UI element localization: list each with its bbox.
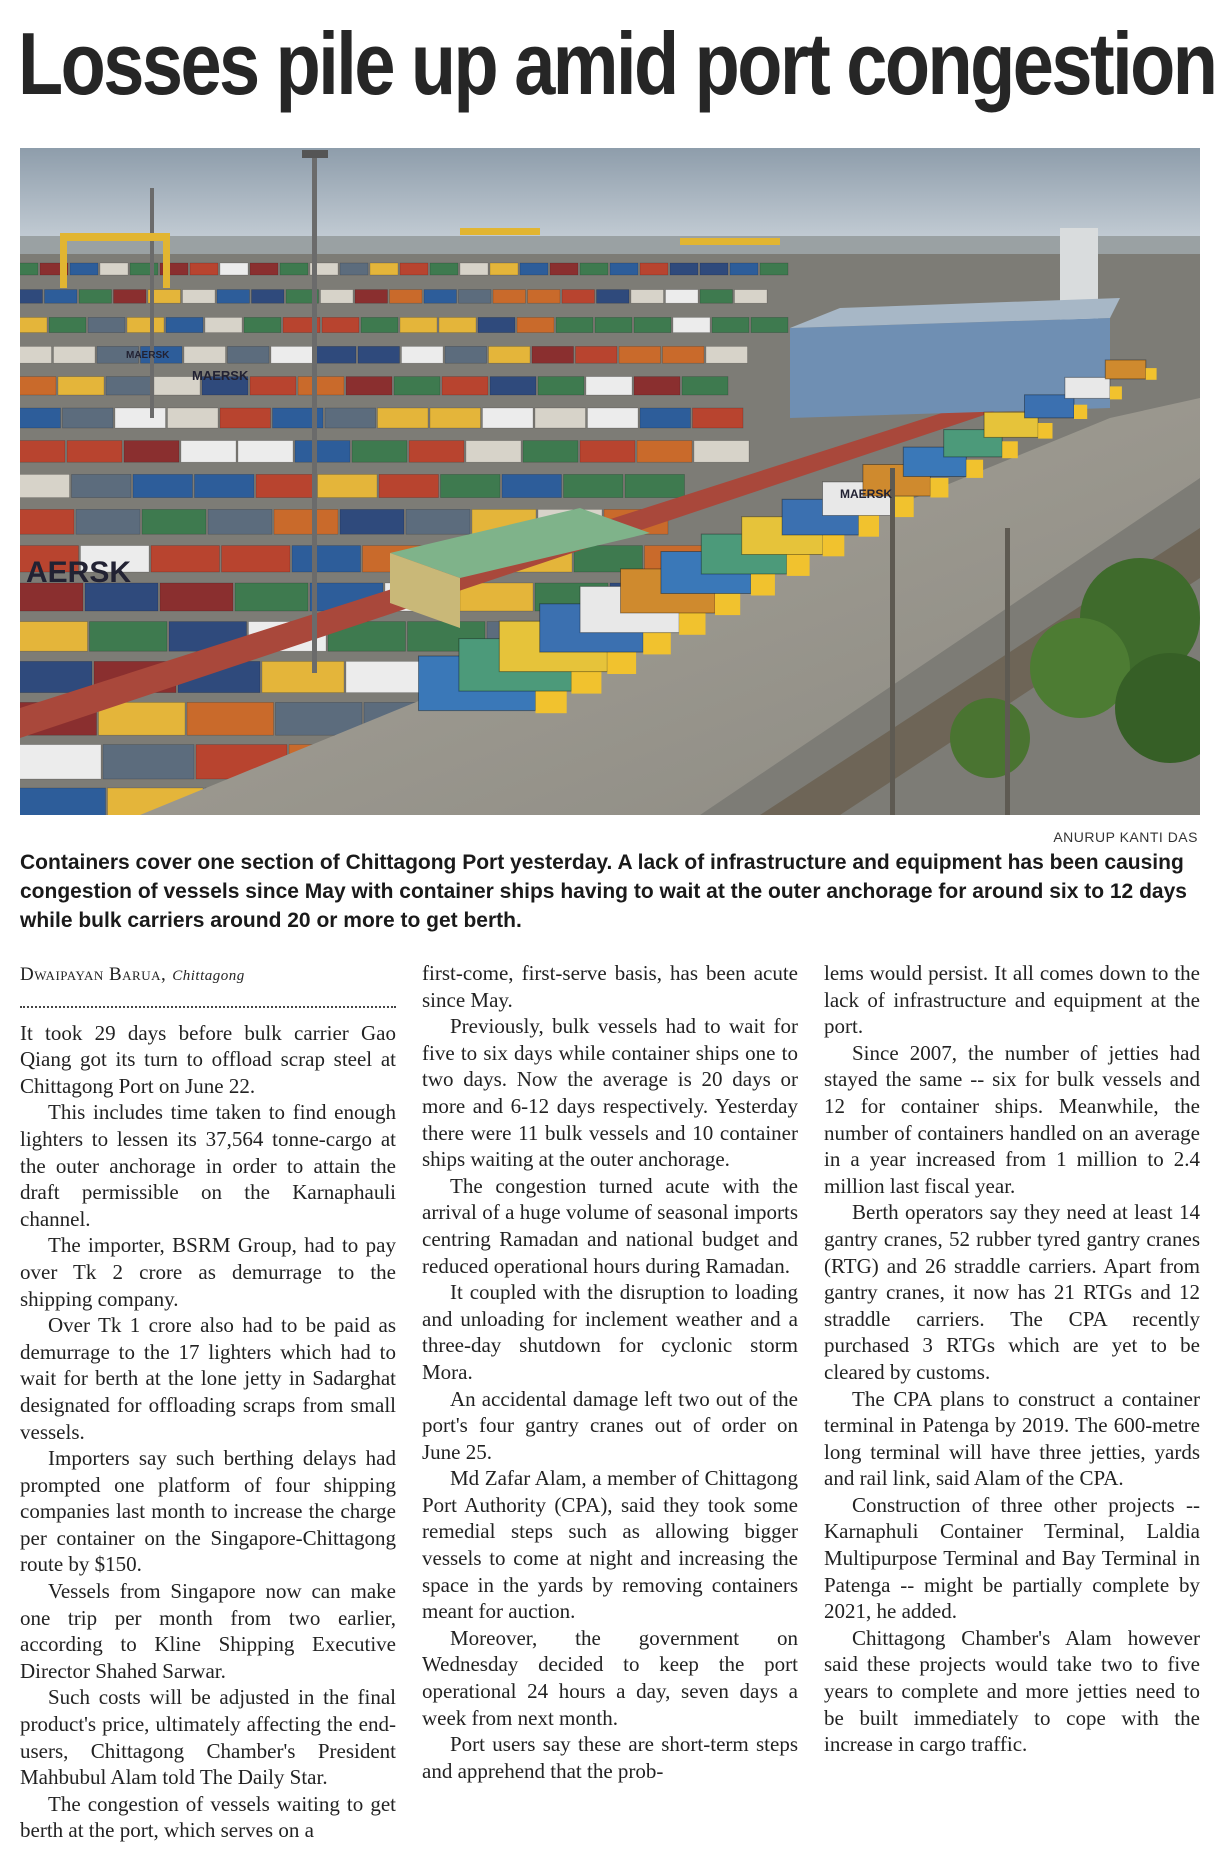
container-block: [58, 377, 104, 395]
container-block: [538, 377, 584, 395]
container-block: [442, 377, 488, 395]
container-block: [54, 346, 96, 363]
article-paragraph: The CPA plans to construct a container terminal in Patenga by 2019. The 600-metre long terminal will have three jetties, yards and rail link, said Alam of the CPA.: [824, 1386, 1200, 1491]
container-block: [280, 263, 308, 275]
container-block: [712, 317, 749, 332]
container-block: [670, 263, 698, 275]
container-block: [63, 408, 114, 428]
container-block: [295, 441, 350, 463]
port-photo: [20, 148, 1200, 815]
container-block: [190, 263, 218, 275]
article-paragraph: Such costs will be adjusted in the final product's price, ultimately affecting the end-users, Chittagong Chamber's President Mahbubul Alam told The Daily Star.: [20, 1685, 396, 1790]
container-block: [631, 290, 664, 304]
container-block: [88, 317, 125, 332]
container-block: [358, 346, 400, 363]
container-marking-large: AERSK: [26, 556, 132, 589]
container-block: [106, 377, 152, 395]
truck-cab: [1146, 368, 1157, 380]
container-block: [535, 408, 586, 428]
container-block: [378, 408, 429, 428]
container-block: [76, 509, 140, 534]
container-block: [220, 408, 271, 428]
container-block: [133, 474, 193, 497]
article-paragraph: An accidental damage left two out of the port's four gantry cranes out of order on June 25.: [422, 1386, 798, 1464]
container-block: [493, 290, 526, 304]
container-marking-1: MAERSK: [192, 368, 249, 383]
article-paragraph: It took 29 days before bulk carrier Gao Qiang got its turn to offload scrap steel at Chittagong Port on June 22.: [20, 1020, 396, 1098]
truck-cab: [1074, 405, 1087, 419]
container-block: [235, 583, 308, 611]
photo-caption: Containers cover one section of Chittagong Port yesterday. A lack of infrastructure and equipment has been causing congestion of vessels since May with container ships having to wait at the outer anchorage for around six to 12 days while bulk carriers around 20 or more to get berth.: [20, 851, 1187, 932]
container-block: [666, 290, 699, 304]
container-block: [184, 346, 226, 363]
container-block: [574, 546, 643, 572]
article-paragraph: The congestion turned acute with the arrival of a huge volume of seasonal imports centring Ramadan and national budget and reduced operational hours during Ramadan.: [422, 1173, 798, 1278]
container-block: [706, 346, 748, 363]
article-paragraph: Previously, bulk vessels had to wait for five to six days while container ships one to two days. Now the average is 20 days or more and 6-12 days respectively. Yesterday there were 11 bulk vessels and 10 container ships waiting at the outer anchorage.: [422, 1014, 798, 1172]
container-block: [576, 346, 618, 363]
container-block: [20, 622, 88, 652]
container-block: [20, 474, 70, 497]
article-paragraph: first-come, first-serve basis, has been acute since May.: [422, 961, 798, 1012]
article-paragraph: Berth operators say they need at least 14 gantry cranes, 52 rubber tyred gantry cranes (RTG) and 26 straddle carriers. Apart from gantry cranes, it now has 21 RTGs and 12 straddle carriers. The CPA recently purchased 3 RTGs which are yet to be cleared by customs.: [824, 1200, 1200, 1384]
container-block: [346, 661, 428, 692]
container-block: [315, 346, 357, 363]
container-block: [402, 346, 444, 363]
container-block: [292, 546, 361, 572]
container-block: [532, 346, 574, 363]
container-block: [250, 377, 296, 395]
container-block: [634, 317, 671, 332]
container-block: [379, 474, 439, 497]
article-paragraph: The importer, BSRM Group, had to pay over Tk 2 crore as demurrage to the shipping company.: [20, 1233, 396, 1311]
container-block: [20, 317, 47, 332]
container-block: [20, 509, 74, 534]
container-block: [640, 408, 691, 428]
container-block: [49, 317, 86, 332]
container-block: [550, 263, 578, 275]
container-block: [751, 317, 788, 332]
article-column-3: [824, 960, 1200, 1758]
container-block: [20, 290, 43, 304]
container-block: [361, 317, 398, 332]
container-block: [20, 788, 106, 815]
container-block: [502, 474, 562, 497]
container-block: [580, 441, 635, 463]
truck-cab: [1002, 441, 1018, 458]
article-paragraph: It coupled with the disruption to loading and unloading for inclement weather and a three-day shutdown for cyclonic storm Mora.: [422, 1280, 798, 1384]
container-block: [580, 263, 608, 275]
container-block: [735, 290, 768, 304]
article-column-1: [20, 962, 396, 1844]
container-block: [400, 317, 437, 332]
truck-body: [1105, 360, 1146, 379]
container-block: [114, 290, 147, 304]
truck-cab: [1038, 423, 1052, 439]
truck-cab: [1110, 386, 1122, 399]
container-block: [205, 317, 242, 332]
container-block: [252, 290, 285, 304]
byline-location: Chittagong: [172, 968, 245, 984]
container-block: [406, 509, 470, 534]
container-block: [673, 317, 710, 332]
truck-cab: [859, 515, 879, 537]
truck-body: [1065, 377, 1110, 398]
container-marking-3: MAERSK: [840, 487, 893, 501]
container-block: [693, 408, 744, 428]
truck-cab: [823, 533, 845, 556]
container-block: [597, 290, 630, 304]
container-block: [400, 263, 428, 275]
container-block: [682, 377, 728, 395]
container-block: [459, 290, 492, 304]
container-block: [490, 377, 536, 395]
container-block: [103, 745, 194, 779]
container-block: [562, 290, 595, 304]
container-block: [588, 408, 639, 428]
container-block: [20, 346, 52, 363]
container-block: [217, 290, 250, 304]
byline-author: Dwaipayan Barua,: [20, 964, 167, 985]
container-block: [168, 408, 219, 428]
container-block: [321, 290, 354, 304]
container-block: [730, 263, 758, 275]
container-block: [760, 263, 788, 275]
container-block: [100, 263, 128, 275]
container-block: [390, 290, 423, 304]
article-paragraph: lems would persist. It all comes down to the lack of infrastructure and equipment at the port.: [824, 961, 1200, 1039]
container-block: [220, 263, 248, 275]
container-block: [256, 474, 316, 497]
container-block: [430, 263, 458, 275]
container-block: [634, 377, 680, 395]
article-paragraph: Importers say such berthing delays had prompted one platform of four shipping companies last month to increase the charge per container on the Singapore-Chittagong route by $150.: [20, 1446, 396, 1577]
article-paragraph: Moreover, the government on Wednesday decided to keep the port operational 24 hours a day, seven days a week from next month.: [422, 1625, 798, 1730]
container-block: [208, 509, 272, 534]
container-block: [586, 377, 632, 395]
article-paragraph: Vessels from Singapore now can make one trip per month from two earlier, according to Kline Shipping Executive Director Shahed Sarwar.: [20, 1579, 396, 1683]
container-block: [441, 474, 501, 497]
container-block: [274, 509, 338, 534]
container-block: [424, 290, 457, 304]
container-block: [637, 441, 692, 463]
container-block: [619, 346, 661, 363]
container-block: [489, 346, 531, 363]
container-block: [20, 377, 56, 395]
port-photo-illustration: [20, 148, 1200, 815]
article-paragraph: Port users say these are short-term steps and apprehend that the prob-: [422, 1732, 798, 1783]
container-block: [394, 377, 440, 395]
container-block: [483, 408, 534, 428]
byline-divider: [20, 996, 396, 1008]
container-block: [181, 441, 236, 463]
container-block: [45, 290, 78, 304]
container-block: [20, 745, 101, 779]
article-paragraph: Chittagong Chamber's Alam however said these projects would take two to five years to complete and more jetties need to be built immediately to cope with the increase in cargo traffic.: [824, 1625, 1200, 1757]
truck-cab: [930, 478, 948, 498]
container-block: [151, 546, 220, 572]
container-block: [20, 441, 65, 463]
container-block: [187, 702, 274, 735]
container-block: [115, 408, 166, 428]
container-block: [322, 317, 359, 332]
container-block: [298, 377, 344, 395]
article-paragraph: Over Tk 1 crore also had to be paid as demurrage to the 17 lighters which had to wait for berth at the lone jetty in Sadarghat designated for offloading scraps from small vessels.: [20, 1313, 396, 1444]
container-block: [340, 263, 368, 275]
article-paragraph: Construction of three other projects -- Karnaphuli Container Terminal, Laldia Multipurpose Terminal and Bay Terminal in Patenga -- might be partially complete by 2021, he added.: [824, 1492, 1200, 1624]
container-block: [556, 317, 593, 332]
container-block: [127, 317, 164, 332]
container-block: [528, 290, 561, 304]
container-block: [244, 317, 281, 332]
container-block: [250, 263, 278, 275]
article-column-2: [422, 960, 798, 1784]
container-block: [595, 317, 632, 332]
container-block: [228, 346, 270, 363]
container-block: [70, 263, 98, 275]
container-block: [460, 583, 533, 611]
container-block: [318, 474, 378, 497]
container-block: [72, 474, 132, 497]
container-block: [700, 263, 728, 275]
container-block: [346, 377, 392, 395]
container-block: [325, 408, 376, 428]
container-block: [640, 263, 668, 275]
container-block: [610, 263, 638, 275]
container-block: [20, 263, 38, 275]
container-block: [625, 474, 685, 497]
container-block: [490, 263, 518, 275]
container-block: [340, 509, 404, 534]
container-block: [663, 346, 705, 363]
container-block: [694, 441, 749, 463]
container-block: [564, 474, 624, 497]
article-paragraph: The congestion of vessels waiting to get berth at the port, which serves on a: [20, 1791, 396, 1843]
container-block: [238, 441, 293, 463]
container-block: [20, 408, 61, 428]
container-block: [222, 546, 291, 572]
container-block: [90, 622, 168, 652]
container-block: [520, 263, 548, 275]
container-block: [166, 317, 203, 332]
container-block: [370, 263, 398, 275]
truck-cab: [966, 460, 983, 478]
container-block: [517, 317, 554, 332]
container-block: [460, 263, 488, 275]
container-block: [262, 661, 344, 692]
article-paragraph: Since 2007, the number of jetties had stayed the same -- six for bulk vessels and 12 for container ships. Meanwhile, the number of containers handled on an average in a year increased from 1 million to 2.4 million last fiscal year.: [824, 1040, 1200, 1198]
container-block: [355, 290, 388, 304]
container-marking-2: MAERSK: [126, 350, 170, 361]
photo-credit: ANURUP KANTI DAS: [1053, 829, 1198, 845]
container-block: [700, 290, 733, 304]
container-block: [183, 290, 216, 304]
container-block: [466, 441, 521, 463]
article-paragraph: This includes time taken to find enough lighters to lessen its 37,564 tonne-cargo at the outer anchorage in order to attain the draft permissible on the Karnaphauli channel.: [20, 1100, 396, 1231]
container-block: [430, 408, 481, 428]
container-block: [478, 317, 515, 332]
container-block: [523, 441, 578, 463]
article-paragraph: Md Zafar Alam, a member of Chittagong Port Authority (CPA), said they took some remedial steps such as allowing bigger vessels to come at night and increasing the space in the yards by removing containers meant for auction.: [422, 1466, 798, 1624]
byline: [20, 962, 396, 990]
container-block: [409, 441, 464, 463]
truck-cab: [895, 496, 914, 517]
container-block: [124, 441, 179, 463]
container-block: [160, 583, 233, 611]
container-block: [20, 661, 92, 692]
container-block: [445, 346, 487, 363]
container-block: [79, 290, 112, 304]
container-block: [195, 474, 255, 497]
container-block: [352, 441, 407, 463]
container-block: [67, 441, 122, 463]
container-block: [439, 317, 476, 332]
container-block: [142, 509, 206, 534]
container-block: [271, 346, 313, 363]
headline: Losses pile up amid port congestion: [18, 14, 1216, 113]
